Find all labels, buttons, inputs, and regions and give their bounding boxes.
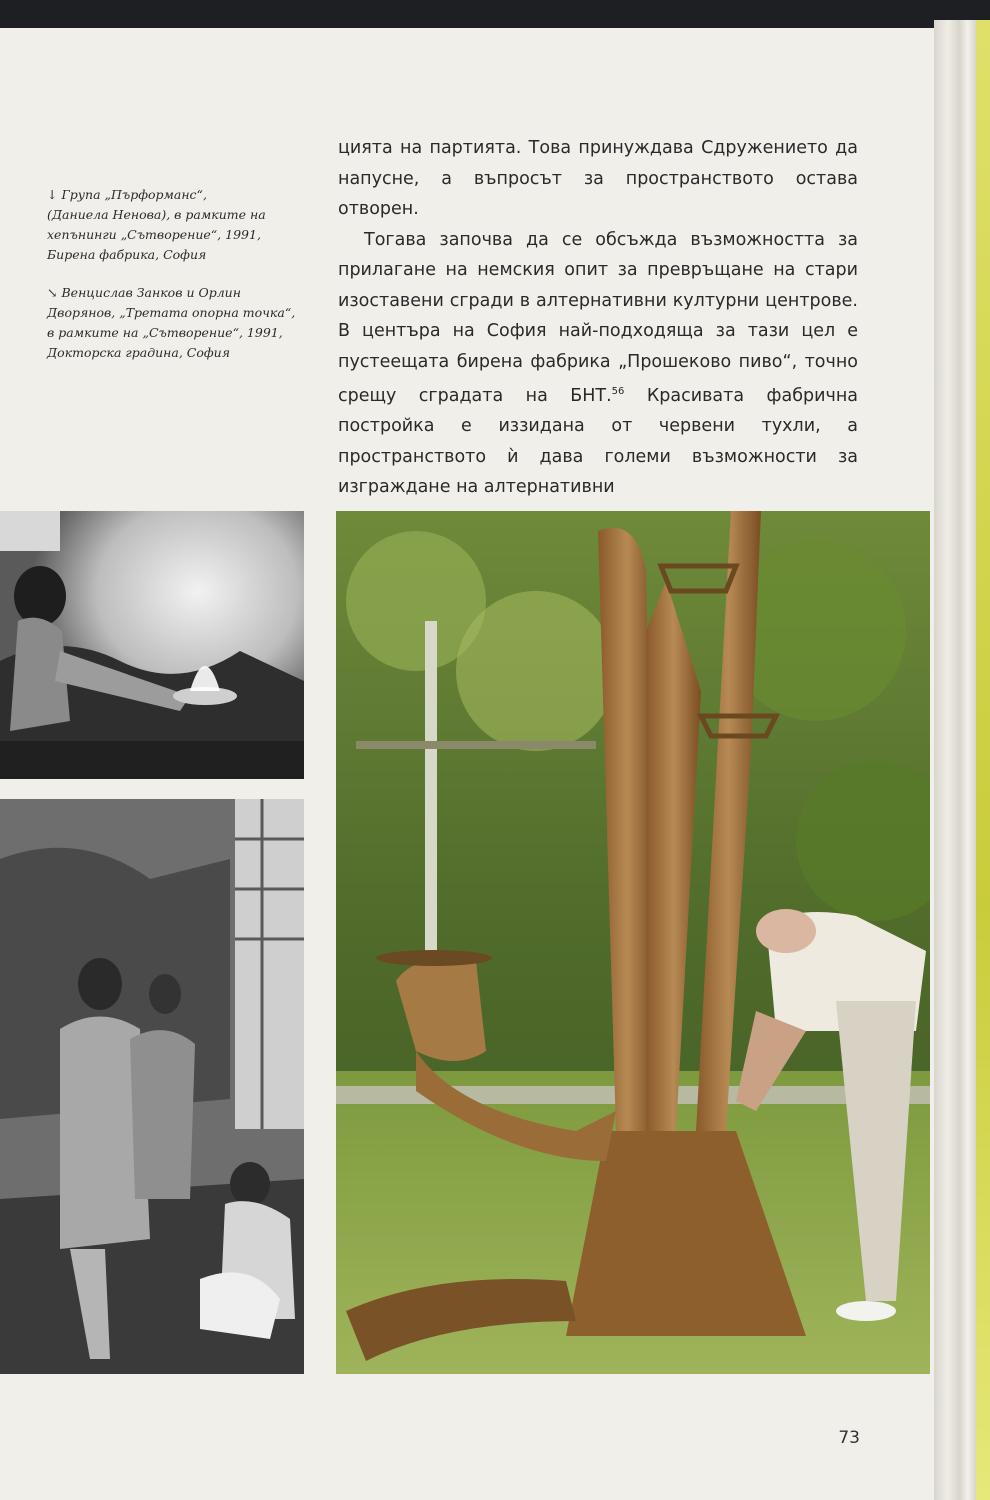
arrow-down-icon: ↓ [47,187,58,202]
photo-performance-women [0,799,304,1374]
arrow-down-right-icon: ↘ [47,285,58,300]
footnote-ref: 56 [611,386,625,397]
page-edge [934,20,990,1500]
photo-sculpture-park [336,511,930,1374]
caption-1: ↓ Група „Пърформанс“, (Даниела Ненова), в рамките на хепънинги „Сътворение“, 1991, Бирена фабрика, София [47,187,266,262]
page-number: 73 [838,1428,860,1448]
photo-performance-smoke [0,511,304,779]
paragraph-1: цията на партията. Това принуждава Сдружението да напусне, а въпросът за пространството остава отворен. [338,138,858,219]
paragraph-2: Тогава започва да се обсъжда възможността за прилагане на немския опит за превръщане на стари изоставени сгради в алтернативни културни центрове. В центъра на София най-подходяща за тази цел е пустеещата бирена фабрика „Прошеково пиво“, точно срещу сградата на БНТ.$^{56}$ Красивата фабрична постройка е иззидана от червени тухли, а пространството ѝ дава големи възможности за изграждане на алтернативни [338,229,858,498]
caption-2: ↘ Венцислав Занков и Орлин Дворянов, „Третата опорна точка“, в рамките на „Сътворение“, 1991, Докторска градина, София [47,285,296,360]
captions [47,185,307,381]
body-text [338,133,858,503]
